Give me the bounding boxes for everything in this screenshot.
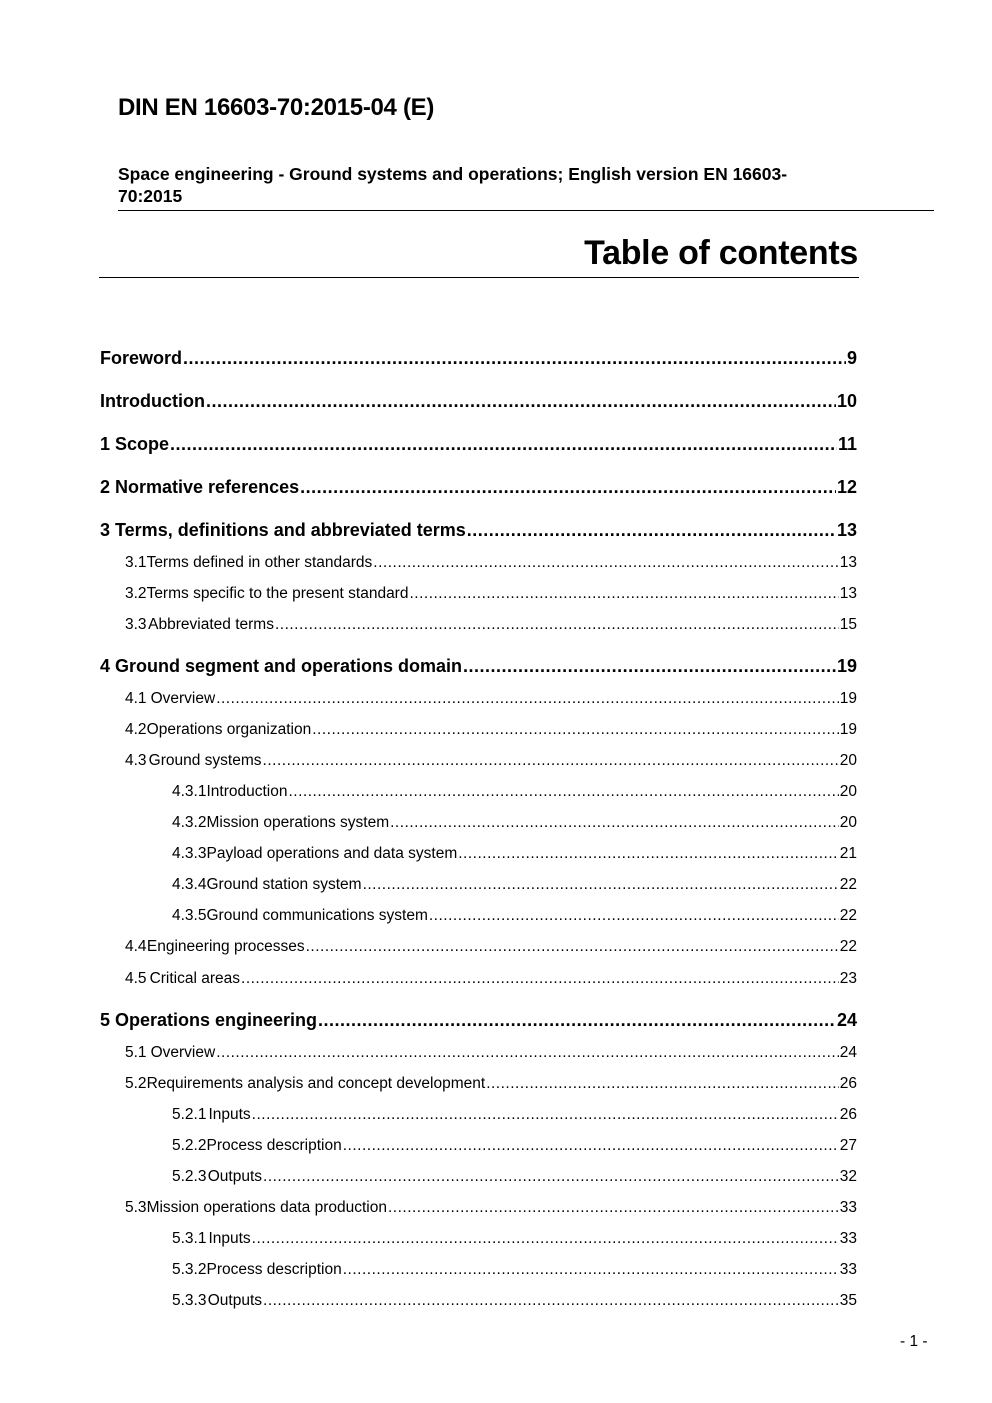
toc-entry[interactable] <box>100 938 857 958</box>
toc-dot-leader <box>463 656 836 677</box>
toc-dot-leader <box>252 1230 839 1248</box>
toc-entry-page: 24 <box>836 1010 857 1030</box>
toc-dot-leader <box>390 814 839 832</box>
toc-entry[interactable] <box>100 814 857 834</box>
toc-entry-title: 3 Terms, definitions and abbreviated terms <box>100 520 466 540</box>
toc-entry-page: 26 <box>839 1106 857 1123</box>
toc-entry-number: 3.1 <box>125 554 147 571</box>
toc-entry[interactable] <box>100 1199 857 1219</box>
toc-entry[interactable] <box>100 554 857 574</box>
toc-entry-title: Outputs <box>207 1168 263 1185</box>
toc-entry-title: Abbreviated terms <box>148 616 274 633</box>
toc-dot-leader <box>183 348 846 369</box>
toc-entry-number: 4.3.4 <box>172 876 207 893</box>
toc-entry-number: 4.2 <box>125 721 147 738</box>
toc-entry-page: 19 <box>836 656 857 676</box>
toc-dot-leader <box>363 876 839 894</box>
toc-entry[interactable] <box>100 907 857 927</box>
toc-entry-number: 4.3 <box>125 752 147 769</box>
toc-entry-page: 13 <box>839 554 857 571</box>
toc-entry-page: 33 <box>839 1230 857 1247</box>
toc-entry-title: Ground systems <box>148 752 262 769</box>
toc-entry-number: 5.2.1 <box>172 1106 207 1123</box>
toc-entry-page: 33 <box>839 1199 857 1216</box>
toc-entry-title: 2 Normative references <box>100 477 300 497</box>
toc-entry[interactable] <box>100 391 857 415</box>
toc-entry-page: 13 <box>836 520 857 540</box>
toc-entry-title: Terms specific to the present standard <box>146 585 409 602</box>
toc-entry-number: 5.2 <box>125 1075 147 1092</box>
toc-entry-title: Inputs <box>208 1230 251 1247</box>
subtitle-line-1: Space engineering - Ground systems and operations; English version EN 16603- <box>118 164 788 184</box>
toc-entry[interactable] <box>100 1261 857 1281</box>
toc-dot-leader <box>318 1010 836 1031</box>
toc-entry-page: 21 <box>839 845 857 862</box>
toc-entry-page: 22 <box>839 876 857 893</box>
toc-entry[interactable] <box>100 690 857 710</box>
toc-entry[interactable] <box>100 1168 857 1188</box>
toc-entry-number: 5.2.2 <box>172 1137 207 1154</box>
toc-entry-page: 22 <box>839 907 857 924</box>
page-number: - 1 - <box>900 1333 928 1350</box>
toc-entry-page: 11 <box>837 434 857 454</box>
toc-entry-title: Overview <box>150 690 216 707</box>
toc-entry[interactable] <box>100 721 857 741</box>
toc-dot-leader <box>206 391 836 412</box>
toc-entry-number: 4.3.2 <box>172 814 207 831</box>
toc-entry-title: Overview <box>150 1044 216 1061</box>
toc-entry-page: 23 <box>839 970 857 987</box>
toc-entry-page: 33 <box>839 1261 857 1278</box>
toc-entry-title: Introduction <box>206 783 288 800</box>
toc-entry-title: Introduction <box>100 391 205 411</box>
header-rule <box>118 210 934 211</box>
toc-entry[interactable] <box>100 656 857 680</box>
toc-entry-title: Process description <box>206 1137 342 1154</box>
toc-dot-leader <box>170 434 837 455</box>
toc-entry[interactable] <box>100 970 857 990</box>
toc-entry[interactable] <box>100 616 857 636</box>
toc-dot-leader <box>312 721 839 739</box>
toc-entry-number: 5.3.3 <box>172 1292 207 1309</box>
toc-entry-page: 13 <box>839 585 857 602</box>
toc-dot-leader <box>216 1044 839 1062</box>
toc-entry-page: 22 <box>839 938 857 955</box>
toc-entry[interactable] <box>100 1230 857 1250</box>
document-id: DIN EN 16603-70:2015-04 (E) <box>118 94 435 121</box>
toc-entry-title: Mission operations system <box>206 814 390 831</box>
toc-dot-leader <box>343 1137 839 1155</box>
toc-dot-leader <box>343 1261 839 1279</box>
toc-dot-leader <box>458 845 839 863</box>
toc-entry-number: 3.3 <box>125 616 147 633</box>
toc-dot-leader <box>288 783 838 801</box>
toc-dot-leader <box>486 1075 839 1093</box>
toc-dot-leader <box>429 907 839 925</box>
toc-entry-page: 12 <box>836 477 857 497</box>
toc-entry-title: Ground communications system <box>206 907 428 924</box>
toc-entry-number: 4.3.1 <box>172 783 207 800</box>
toc-entry[interactable] <box>100 520 857 544</box>
toc-entry[interactable] <box>100 1292 857 1312</box>
toc-entry[interactable] <box>100 876 857 896</box>
toc-heading-rule <box>99 277 859 278</box>
toc-entry-number: 4.3.3 <box>172 845 207 862</box>
toc-dot-leader <box>241 970 839 988</box>
document-subtitle <box>118 163 898 207</box>
toc-heading: Table of contents <box>584 234 858 272</box>
toc-entry[interactable] <box>100 1044 857 1064</box>
toc-dot-leader <box>263 1292 839 1310</box>
toc-entry-title: Operations organization <box>146 721 312 738</box>
toc-dot-leader <box>263 752 839 770</box>
toc-entry-number: 4.1 <box>125 690 147 707</box>
toc-dot-leader <box>409 585 838 603</box>
toc-entry-page: 10 <box>836 391 857 411</box>
toc-entry-page: 19 <box>839 721 857 738</box>
toc-entry-number: 3.2 <box>125 585 147 602</box>
toc-entry-title: Terms defined in other standards <box>146 554 373 571</box>
toc-entry-title: Payload operations and data system <box>206 845 458 862</box>
toc-entry-page: 24 <box>839 1044 857 1061</box>
toc-entry[interactable] <box>100 752 857 772</box>
toc-dot-leader <box>216 690 839 708</box>
toc-entry-number: 4.3.5 <box>172 907 207 924</box>
toc-entry-number: 4.5 <box>125 970 147 987</box>
toc-entry-title: 4 Ground segment and operations domain <box>100 656 463 676</box>
toc-dot-leader <box>467 520 836 541</box>
toc-entry-page: 26 <box>839 1075 857 1092</box>
toc-entry-title: Outputs <box>207 1292 263 1309</box>
toc-entry[interactable] <box>100 477 857 501</box>
subtitle-line-2: 70:2015 <box>118 186 183 206</box>
toc-entry-page: 15 <box>839 616 857 633</box>
toc-entry[interactable] <box>100 845 857 865</box>
toc-entry[interactable] <box>100 348 857 372</box>
toc-entry-page: 35 <box>839 1292 857 1309</box>
toc-entry-title: 5 Operations engineering <box>100 1010 318 1030</box>
toc-entry-title: Critical areas <box>149 970 241 987</box>
toc-entry-title: Ground station system <box>206 876 362 893</box>
toc-entry-number: 5.3.1 <box>172 1230 207 1247</box>
toc-entry[interactable] <box>100 1010 857 1034</box>
toc-dot-leader <box>275 616 839 634</box>
toc-entry-title: Mission operations data production <box>146 1199 387 1216</box>
toc-entry[interactable] <box>100 585 857 605</box>
toc-entry-number: 5.2.3 <box>172 1168 207 1185</box>
toc-dot-leader <box>388 1199 839 1217</box>
toc-entry-page: 20 <box>839 783 857 800</box>
toc-entry-number: 4.4 <box>125 938 147 955</box>
toc-entry[interactable] <box>100 783 857 803</box>
toc-entry-number: 5.1 <box>125 1044 147 1061</box>
toc-entry-page: 20 <box>839 752 857 769</box>
toc-entry-page: 20 <box>839 814 857 831</box>
toc-entry[interactable] <box>100 1106 857 1126</box>
toc-dot-leader <box>306 938 839 956</box>
toc-entry-page: 19 <box>839 690 857 707</box>
toc-dot-leader <box>263 1168 839 1186</box>
toc-entry-title: Engineering processes <box>146 938 305 955</box>
toc-entry[interactable] <box>100 434 857 458</box>
toc-entry-title: Process description <box>206 1261 342 1278</box>
toc-entry-title: Foreword <box>100 348 183 368</box>
toc-entry-title: Inputs <box>208 1106 251 1123</box>
toc-entry[interactable] <box>100 1137 857 1157</box>
toc-dot-leader <box>252 1106 839 1124</box>
toc-entry-title: Requirements analysis and concept development <box>146 1075 486 1092</box>
toc-entry[interactable] <box>100 1075 857 1095</box>
toc-entry-number: 5.3 <box>125 1199 147 1216</box>
toc-entry-title: 1 Scope <box>100 434 170 454</box>
toc-entry-page: 9 <box>846 348 857 368</box>
toc-entry-page: 32 <box>839 1168 857 1185</box>
toc-dot-leader <box>373 554 838 572</box>
toc-dot-leader <box>300 477 836 498</box>
toc-entry-page: 27 <box>839 1137 857 1154</box>
toc-entry-number: 5.3.2 <box>172 1261 207 1278</box>
